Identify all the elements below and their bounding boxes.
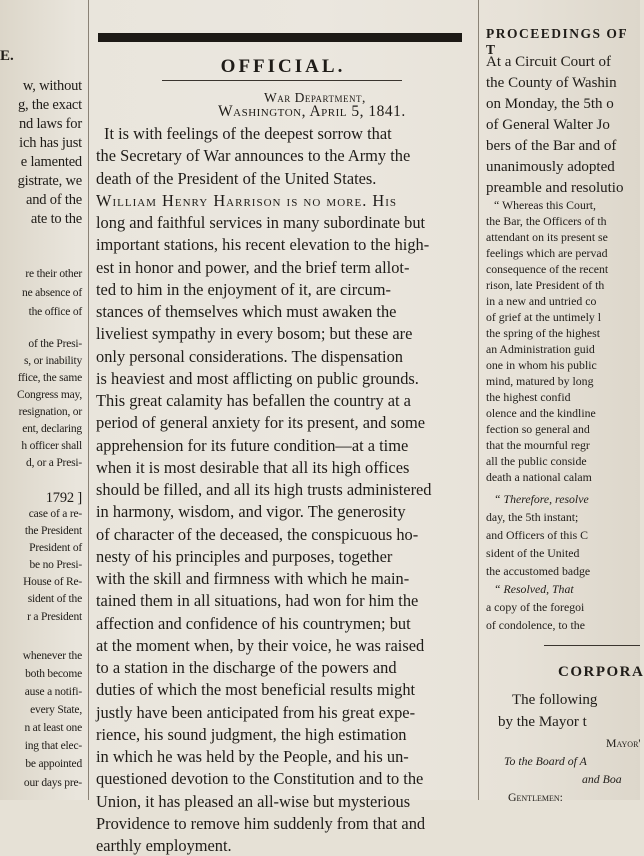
article-line: only personal considerations. The dispensation [96, 346, 403, 366]
article-line: Providence to remove him suddenly from that and [96, 813, 426, 833]
left-column-line: ent, declaring [22, 423, 82, 435]
left-column-line: ate to the [30, 211, 82, 227]
article-line: the Secretary of War announces to the Army the [96, 146, 411, 166]
article-line: duties of which the most beneficial results might [96, 680, 416, 700]
right-column-line: all the public conside [486, 454, 587, 468]
right-column-line: “ Therefore, resolve [494, 492, 589, 506]
right-column-line: At a Circuit Court of [486, 54, 611, 70]
left-column-line: and of the [26, 192, 82, 208]
left-column-line: d, or a Presi- [26, 457, 82, 469]
right-column-line: the spring of the highest [486, 326, 601, 340]
left-column-line: g, the exact [17, 97, 82, 113]
right-column [484, 0, 644, 804]
left-column-line: s, or inability [23, 355, 82, 367]
right-column-line: bers of the Bar and of [486, 138, 617, 154]
left-column-line: re their other [25, 268, 82, 280]
right-column-rule [544, 645, 640, 646]
article-line: It is with feelings of the deepest sorrow that [104, 124, 392, 143]
right-column-line: a copy of the foregoi [486, 600, 585, 614]
column-rule-right [478, 0, 479, 800]
left-column-line: be no Presi- [29, 559, 82, 571]
article-line: at the moment when, by their voice, he was raised [96, 635, 425, 655]
article-line: rience, his sound judgment, the high estimation [96, 724, 407, 744]
right-column-heading: PROCEEDINGS OF T [486, 26, 628, 57]
right-column-line: fection so general and [486, 422, 590, 436]
left-column-line: the office of [28, 306, 82, 318]
right-column-line: one in whom his public [486, 358, 597, 372]
right-column-line: the Bar, the Officers of th [486, 214, 607, 228]
article-line: earthly employment. [96, 836, 232, 855]
article-line: death of the President of the United States. [96, 168, 377, 188]
article-line: is heaviest and most afflicting on public grounds. [96, 368, 419, 388]
left-column-line: ause a notifi- [24, 686, 82, 698]
right-column-line: feelings which are pervad [486, 246, 608, 260]
article-line: ted to him in the enjoyment of it, are circum- [96, 279, 391, 299]
right-column-line: an Administration guid [486, 342, 595, 356]
left-column-line: ne absence of [22, 287, 82, 299]
article-line: est in honor and power, and the brief term allot- [96, 257, 410, 277]
right-column-line: Mayor' [606, 736, 641, 750]
right-column-line: and Boa [582, 772, 622, 786]
article-line: This great calamity has befallen the country at a [96, 391, 411, 410]
right-column-line: attendant on its present se [486, 230, 608, 244]
left-column-line: r a President [27, 611, 82, 623]
left-column-line: of the Presi- [28, 338, 82, 350]
article-line: in which he was held by the People, and his un- [96, 747, 409, 766]
right-column-line: sident of the United [486, 546, 580, 560]
right-column-line: the County of Washin [486, 75, 617, 91]
left-column-line: whenever the [22, 650, 82, 662]
article-line: stances of themselves which must awaken the [96, 302, 397, 321]
left-column-line: ich has just [19, 135, 82, 151]
column-rule-left [88, 0, 89, 800]
dateline-department: War Department, [264, 90, 366, 105]
middle-column [92, 0, 474, 855]
right-column-line: To the Board of A [504, 754, 587, 768]
left-column-line: the President [24, 525, 82, 537]
right-column-line: and Officers of this C [486, 528, 589, 542]
article-line: Union, it has pleased an all-wise but mysterious [96, 791, 411, 811]
right-column-line: preamble and resolutio [486, 180, 624, 196]
article-line: should be filled, and all its high trusts administered [96, 480, 432, 499]
article-line: long and faithful services in many subordinate but [96, 213, 426, 232]
left-column-line: case of a re- [28, 508, 82, 520]
left-column-line: e lamented [20, 154, 82, 170]
article-line: period of general anxiety for its present, and some [96, 413, 426, 433]
right-column-line: “ Resolved, That [494, 582, 574, 596]
right-column-line: that the mournful regr [486, 438, 590, 452]
left-column-line: be appointed [25, 758, 82, 770]
article-line: important stations, his recent elevation to the high- [96, 235, 430, 255]
left-column-line: both become [25, 668, 82, 680]
right-column-line: mind, matured by long [486, 374, 594, 388]
right-column-line: of condolence, to the [486, 618, 585, 632]
article-line: with the skill and firmness with which he main- [96, 569, 410, 588]
left-column [0, 0, 86, 800]
right-column-line: of General Walter Jo [486, 117, 610, 133]
left-column-line: h officer shall [21, 440, 82, 452]
article-line: to a station in the discharge of the powers and [96, 658, 397, 677]
right-column-line: the highest confid [486, 390, 571, 404]
right-column-line: the accustomed badge [486, 564, 591, 578]
right-column-line: “ Whereas this Court, [494, 198, 596, 212]
left-column-line: every State, [30, 704, 82, 716]
left-column-line: House of Re- [23, 576, 82, 588]
right-column-line: consequence of the recent [486, 262, 609, 276]
right-column-line: of grief at the untimely l [486, 310, 601, 324]
left-column-line: 1792 ] [45, 490, 82, 506]
article-line: apprehension for its future condition—at a time [96, 435, 409, 455]
right-column-line: olence and the kindline [486, 406, 596, 420]
right-column-line: The following [512, 692, 598, 708]
left-column-heading: E. [0, 48, 14, 64]
left-column-line: ing that elec- [24, 740, 82, 752]
left-column-line: Congress may, [16, 389, 82, 401]
article-line: questioned devotion to the Constitution and to the [96, 769, 424, 789]
left-column-line: n at least one [24, 722, 82, 734]
article-line: tained them in all situations, had won for him the [96, 591, 419, 611]
article-heading: OFFICIAL. [220, 56, 346, 77]
dateline-place-date: Washington, April 5, 1841. [218, 103, 406, 120]
right-column-line: by the Mayor t [498, 714, 587, 730]
right-column-line: death a national calam [486, 470, 592, 484]
right-column-line: unanimously adopted [486, 159, 615, 175]
left-column-line: w, without [22, 78, 82, 94]
left-column-line: ffice, the same [17, 372, 82, 384]
right-column-line: in a new and untried co [486, 294, 597, 308]
right-column-line: Gentlemen: [508, 790, 563, 804]
article-line: affection and confidence of his countrymen; but [96, 613, 411, 633]
article-line: liveliest sympathy in every bosom; but these are [96, 324, 413, 344]
article-line: nesty of his principles and purposes, together [96, 546, 393, 566]
article-line: of character of the deceased, the conspicuous ho- [96, 524, 419, 544]
right-column-line: on Monday, the 5th o [486, 96, 614, 112]
right-column-line: day, the 5th instant; [486, 510, 579, 524]
right-column-line: rison, late President of th [486, 278, 605, 292]
heading-rule [162, 80, 402, 81]
left-column-line: President of [29, 542, 82, 554]
left-column-line: nd laws for [18, 116, 82, 132]
left-column-line: gistrate, we [17, 173, 82, 189]
right-column-subheading: CORPORA [558, 664, 644, 680]
article-line: justly have been anticipated from his great expe- [96, 702, 416, 722]
article-line: in harmony, wisdom, and vigor. The generosity [96, 502, 406, 522]
article-line: when it is most desirable that all its high offices [96, 457, 410, 477]
article-line: William Henry Harrison is no more. His [96, 190, 398, 210]
left-column-line: sident of the [27, 593, 82, 605]
left-column-line: our days pre- [23, 777, 82, 789]
left-column-line: resignation, or [18, 406, 82, 418]
